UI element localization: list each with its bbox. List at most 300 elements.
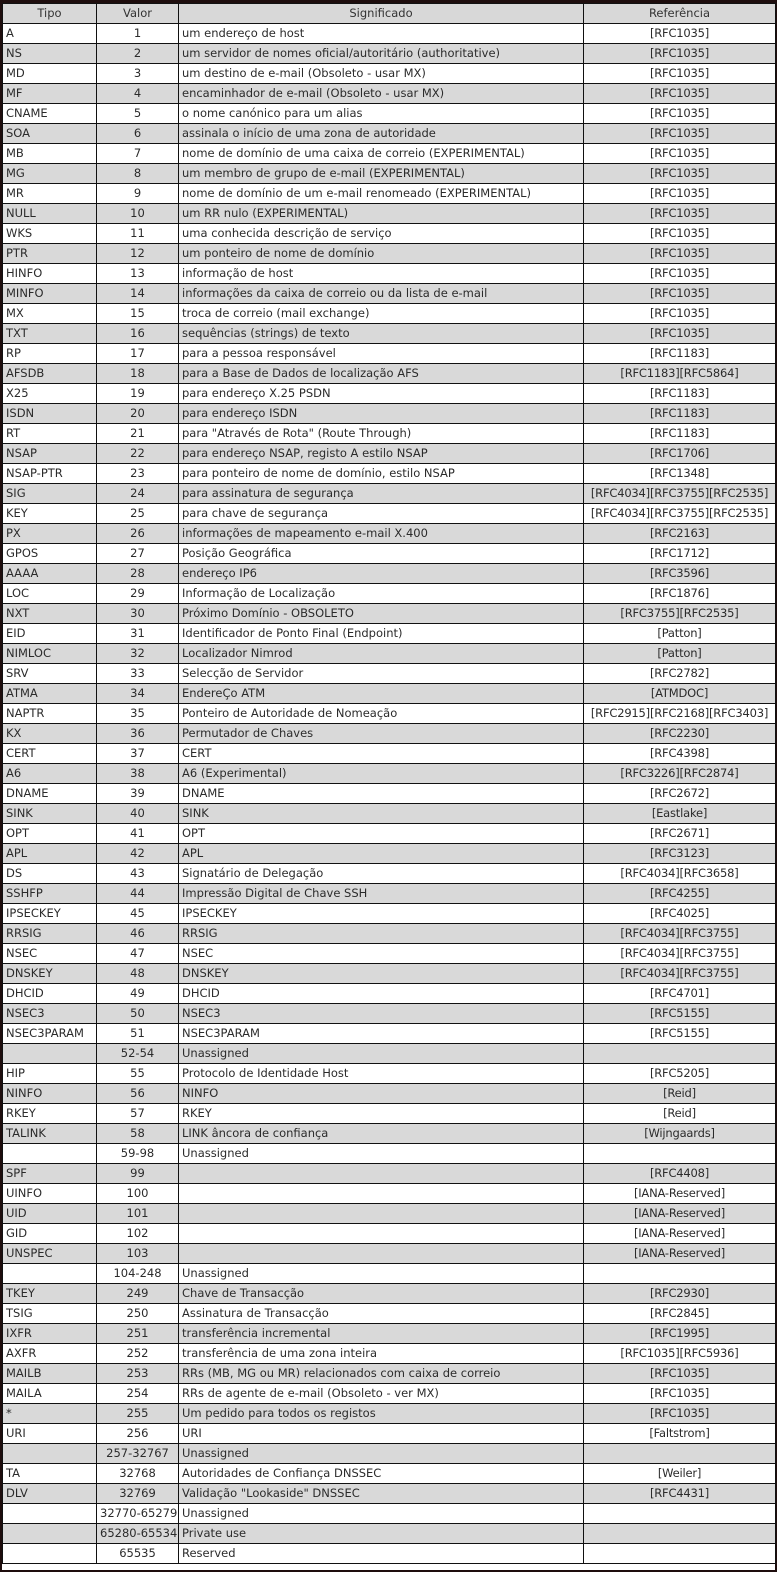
cell-significado: NSEC3PARAM [179, 1024, 584, 1044]
cell-valor: 1 [97, 24, 179, 44]
cell-valor: 101 [97, 1204, 179, 1224]
cell-significado: Chave de Transacção [179, 1284, 584, 1304]
cell-referencia: [RFC1712] [584, 544, 776, 564]
table-row [3, 984, 776, 1004]
cell-significado: para "Através de Rota" (Route Through) [179, 424, 584, 444]
cell-referencia: [ATMDOC] [584, 684, 776, 704]
cell-significado: endereço IP6 [179, 564, 584, 584]
cell-significado: RKEY [179, 1104, 584, 1124]
cell-referencia: [RFC1706] [584, 444, 776, 464]
cell-significado: informação de host [179, 264, 584, 284]
cell-referencia [584, 1504, 776, 1524]
cell-valor: 99 [97, 1164, 179, 1184]
cell-valor: 11 [97, 224, 179, 244]
table-row [3, 44, 776, 64]
cell-referencia: [Patton] [584, 624, 776, 644]
cell-referencia [584, 1544, 776, 1564]
table-row [3, 924, 776, 944]
cell-significado: nome de domínio de uma caixa de correio (EXPERIMENTAL) [179, 144, 584, 164]
cell-tipo: NIMLOC [3, 644, 97, 664]
cell-tipo: MF [3, 84, 97, 104]
cell-valor: 102 [97, 1224, 179, 1244]
cell-referencia: [RFC5155] [584, 1024, 776, 1044]
cell-referencia: [RFC2782] [584, 664, 776, 684]
cell-tipo: TSIG [3, 1304, 97, 1324]
cell-referencia: [RFC1035] [584, 1364, 776, 1384]
cell-referencia: [RFC5155] [584, 1004, 776, 1024]
table-row [3, 504, 776, 524]
cell-tipo: DHCID [3, 984, 97, 1004]
cell-referencia: [RFC1035] [584, 104, 776, 124]
cell-valor: 55 [97, 1064, 179, 1084]
table-row [3, 1224, 776, 1244]
table-row [3, 224, 776, 244]
cell-valor: 29 [97, 584, 179, 604]
cell-valor: 57 [97, 1104, 179, 1124]
table-row [3, 604, 776, 624]
cell-referencia: [IANA-Reserved] [584, 1224, 776, 1244]
cell-tipo: IXFR [3, 1324, 97, 1344]
cell-referencia: [RFC1035] [584, 44, 776, 64]
cell-referencia: [RFC1035] [584, 1384, 776, 1404]
cell-valor: 50 [97, 1004, 179, 1024]
cell-significado: para assinatura de segurança [179, 484, 584, 504]
cell-referencia: [RFC1183] [584, 384, 776, 404]
cell-tipo: NSEC3 [3, 1004, 97, 1024]
cell-referencia: [IANA-Reserved] [584, 1204, 776, 1224]
cell-significado: EndereÇo ATM [179, 684, 584, 704]
table-row [3, 444, 776, 464]
cell-referencia: [RFC1035] [584, 264, 776, 284]
table-row [3, 324, 776, 344]
cell-referencia: [RFC4034][RFC3755] [584, 944, 776, 964]
table-row [3, 1044, 776, 1064]
table-row [3, 204, 776, 224]
table-row [3, 884, 776, 904]
cell-referencia: [RFC4398] [584, 744, 776, 764]
cell-significado: para endereço ISDN [179, 404, 584, 424]
cell-tipo: UINFO [3, 1184, 97, 1204]
cell-tipo: WKS [3, 224, 97, 244]
cell-tipo: OPT [3, 824, 97, 844]
cell-tipo [3, 1444, 97, 1464]
cell-valor: 19 [97, 384, 179, 404]
table-row [3, 1264, 776, 1284]
table-row [3, 284, 776, 304]
cell-tipo: NSEC3PARAM [3, 1024, 97, 1044]
cell-tipo: MAILA [3, 1384, 97, 1404]
cell-referencia: [RFC1035] [584, 124, 776, 144]
cell-significado: encaminhador de e-mail (Obsoleto - usar MX) [179, 84, 584, 104]
cell-referencia [584, 1044, 776, 1064]
cell-significado: um destino de e-mail (Obsoleto - usar MX) [179, 64, 584, 84]
cell-referencia: [RFC1035] [584, 224, 776, 244]
cell-significado: Selecção de Servidor [179, 664, 584, 684]
dns-record-types-table [2, 3, 776, 1564]
cell-tipo: DNSKEY [3, 964, 97, 984]
cell-referencia: [Weiler] [584, 1464, 776, 1484]
table-row [3, 364, 776, 384]
table-row [3, 1004, 776, 1024]
cell-referencia: [RFC4034][RFC3658] [584, 864, 776, 884]
cell-valor: 251 [97, 1324, 179, 1344]
cell-tipo: NULL [3, 204, 97, 224]
cell-referencia: [RFC4025] [584, 904, 776, 924]
cell-valor: 15 [97, 304, 179, 324]
cell-significado: Unassigned [179, 1444, 584, 1464]
cell-valor: 32768 [97, 1464, 179, 1484]
cell-tipo: ATMA [3, 684, 97, 704]
cell-referencia: [RFC4034][RFC3755][RFC2535] [584, 484, 776, 504]
cell-referencia: [RFC1035] [584, 84, 776, 104]
cell-significado: Próximo Domínio - OBSOLETO [179, 604, 584, 624]
table-row [3, 1404, 776, 1424]
table-row [3, 1304, 776, 1324]
cell-significado: Autoridades de Confiança DNSSEC [179, 1464, 584, 1484]
cell-valor: 52-54 [97, 1044, 179, 1064]
cell-valor: 249 [97, 1284, 179, 1304]
table-row [3, 1084, 776, 1104]
cell-tipo: RP [3, 344, 97, 364]
cell-referencia: [RFC4034][RFC3755] [584, 964, 776, 984]
header-referencia: Referência [584, 4, 776, 24]
table-row [3, 664, 776, 684]
cell-valor: 3 [97, 64, 179, 84]
cell-valor: 5 [97, 104, 179, 124]
cell-valor: 27 [97, 544, 179, 564]
cell-referencia: [RFC1995] [584, 1324, 776, 1344]
cell-tipo: MAILB [3, 1364, 97, 1384]
cell-significado: DNSKEY [179, 964, 584, 984]
cell-significado: SINK [179, 804, 584, 824]
cell-tipo: IPSECKEY [3, 904, 97, 924]
cell-tipo: TA [3, 1464, 97, 1484]
cell-valor: 30 [97, 604, 179, 624]
cell-valor: 31 [97, 624, 179, 644]
cell-significado: LINK âncora de confiança [179, 1124, 584, 1144]
header-tipo: Tipo [3, 4, 97, 24]
cell-tipo: NSAP [3, 444, 97, 464]
cell-significado: Identificador de Ponto Final (Endpoint) [179, 624, 584, 644]
cell-tipo: LOC [3, 584, 97, 604]
cell-valor: 100 [97, 1184, 179, 1204]
cell-tipo: CNAME [3, 104, 97, 124]
cell-valor: 39 [97, 784, 179, 804]
cell-tipo: MX [3, 304, 97, 324]
cell-referencia: [Reid] [584, 1104, 776, 1124]
cell-valor: 24 [97, 484, 179, 504]
table-row [3, 1544, 776, 1564]
cell-significado: para ponteiro de nome de domínio, estilo NSAP [179, 464, 584, 484]
cell-valor: 8 [97, 164, 179, 184]
cell-referencia: [RFC1035] [584, 244, 776, 264]
cell-tipo: A6 [3, 764, 97, 784]
cell-valor: 12 [97, 244, 179, 264]
cell-tipo: CERT [3, 744, 97, 764]
table-row [3, 764, 776, 784]
cell-tipo: MINFO [3, 284, 97, 304]
header-significado: Significado [179, 4, 584, 24]
cell-significado: DNAME [179, 784, 584, 804]
table-row [3, 784, 776, 804]
cell-referencia: [RFC1183] [584, 424, 776, 444]
cell-tipo: A [3, 24, 97, 44]
table-row [3, 1444, 776, 1464]
cell-referencia: [RFC4408] [584, 1164, 776, 1184]
table-row [3, 624, 776, 644]
table-row [3, 1524, 776, 1544]
cell-tipo: AXFR [3, 1344, 97, 1364]
cell-valor: 51 [97, 1024, 179, 1044]
cell-tipo: SINK [3, 804, 97, 824]
table-row [3, 584, 776, 604]
cell-valor: 33 [97, 664, 179, 684]
table-row [3, 1244, 776, 1264]
cell-significado: para a pessoa responsável [179, 344, 584, 364]
cell-significado: Localizador Nimrod [179, 644, 584, 664]
cell-referencia: [RFC1035] [584, 64, 776, 84]
cell-tipo: ISDN [3, 404, 97, 424]
table-row [3, 704, 776, 724]
cell-significado: DHCID [179, 984, 584, 1004]
cell-significado: RRs (MB, MG ou MR) relacionados com caixa de correio [179, 1364, 584, 1384]
cell-significado: NINFO [179, 1084, 584, 1104]
table-row [3, 344, 776, 364]
cell-valor: 42 [97, 844, 179, 864]
cell-referencia: [Wijngaards] [584, 1124, 776, 1144]
cell-referencia: [RFC4034][RFC3755][RFC2535] [584, 504, 776, 524]
cell-referencia: [RFC3123] [584, 844, 776, 864]
table-row [3, 84, 776, 104]
cell-referencia: [RFC2930] [584, 1284, 776, 1304]
cell-referencia: [IANA-Reserved] [584, 1184, 776, 1204]
table-row [3, 1324, 776, 1344]
cell-tipo: RKEY [3, 1104, 97, 1124]
cell-tipo: DLV [3, 1484, 97, 1504]
cell-valor: 17 [97, 344, 179, 364]
cell-tipo: KX [3, 724, 97, 744]
cell-valor: 2 [97, 44, 179, 64]
cell-referencia: [RFC3755][RFC2535] [584, 604, 776, 624]
cell-valor: 257-32767 [97, 1444, 179, 1464]
table-row [3, 24, 776, 44]
table-row [3, 124, 776, 144]
cell-tipo: GPOS [3, 544, 97, 564]
table-row [3, 844, 776, 864]
cell-tipo: SOA [3, 124, 97, 144]
table-row [3, 404, 776, 424]
cell-tipo: MD [3, 64, 97, 84]
cell-valor: 104-248 [97, 1264, 179, 1284]
cell-significado: um membro de grupo de e-mail (EXPERIMENTAL) [179, 164, 584, 184]
cell-valor: 65280-65534 [97, 1524, 179, 1544]
cell-tipo [3, 1544, 97, 1564]
table-row [3, 524, 776, 544]
cell-referencia [584, 1264, 776, 1284]
cell-valor: 25 [97, 504, 179, 524]
cell-valor: 28 [97, 564, 179, 584]
cell-significado: para a Base de Dados de localização AFS [179, 364, 584, 384]
cell-referencia: [RFC1035] [584, 284, 776, 304]
cell-tipo: TXT [3, 324, 97, 344]
cell-significado: informações da caixa de correio ou da lista de e-mail [179, 284, 584, 304]
cell-valor: 40 [97, 804, 179, 824]
cell-valor: 4 [97, 84, 179, 104]
cell-tipo: RT [3, 424, 97, 444]
cell-referencia: [RFC4034][RFC3755] [584, 924, 776, 944]
table-row [3, 724, 776, 744]
cell-referencia: [RFC2845] [584, 1304, 776, 1324]
cell-valor: 252 [97, 1344, 179, 1364]
cell-significado: um ponteiro de nome de domínio [179, 244, 584, 264]
cell-referencia: [RFC5205] [584, 1064, 776, 1084]
cell-significado: troca de correio (mail exchange) [179, 304, 584, 324]
cell-tipo: HIP [3, 1064, 97, 1084]
cell-valor: 38 [97, 764, 179, 784]
cell-tipo: EID [3, 624, 97, 644]
cell-tipo: NXT [3, 604, 97, 624]
cell-valor: 32770-65279 [97, 1504, 179, 1524]
cell-referencia: [RFC1035] [584, 204, 776, 224]
cell-valor: 9 [97, 184, 179, 204]
cell-tipo: TALINK [3, 1124, 97, 1144]
cell-significado: CERT [179, 744, 584, 764]
cell-significado: Validação "Lookaside" DNSSEC [179, 1484, 584, 1504]
table-row [3, 1204, 776, 1224]
cell-referencia: [RFC1183] [584, 344, 776, 364]
cell-valor: 22 [97, 444, 179, 464]
cell-significado: OPT [179, 824, 584, 844]
cell-referencia: [RFC1035] [584, 164, 776, 184]
cell-referencia: [RFC1348] [584, 464, 776, 484]
cell-tipo: MR [3, 184, 97, 204]
cell-significado: assinala o início de uma zona de autoridade [179, 124, 584, 144]
cell-significado: Impressão Digital de Chave SSH [179, 884, 584, 904]
cell-referencia: [RFC2915][RFC2168][RFC3403] [584, 704, 776, 724]
dns-record-types-table-container [2, 3, 775, 1570]
cell-significado: Permutador de Chaves [179, 724, 584, 744]
cell-valor: 44 [97, 884, 179, 904]
cell-tipo: NSAP-PTR [3, 464, 97, 484]
cell-referencia: [RFC1035][RFC5936] [584, 1344, 776, 1364]
cell-significado: sequências (strings) de texto [179, 324, 584, 344]
cell-tipo: PX [3, 524, 97, 544]
cell-significado: Protocolo de Identidade Host [179, 1064, 584, 1084]
cell-referencia: [RFC4255] [584, 884, 776, 904]
cell-referencia: [RFC1035] [584, 1404, 776, 1424]
cell-valor: 37 [97, 744, 179, 764]
cell-valor: 36 [97, 724, 179, 744]
cell-valor: 26 [97, 524, 179, 544]
cell-significado: informações de mapeamento e-mail X.400 [179, 524, 584, 544]
cell-valor: 23 [97, 464, 179, 484]
table-row [3, 264, 776, 284]
cell-significado: o nome canónico para um alias [179, 104, 584, 124]
cell-valor: 20 [97, 404, 179, 424]
cell-significado [179, 1204, 584, 1224]
cell-tipo: MG [3, 164, 97, 184]
table-row [3, 1144, 776, 1164]
cell-valor: 48 [97, 964, 179, 984]
cell-significado: Posição Geográfica [179, 544, 584, 564]
table-row [3, 1024, 776, 1044]
cell-valor: 58 [97, 1124, 179, 1144]
table-row [3, 904, 776, 924]
table-row [3, 184, 776, 204]
cell-referencia [584, 1524, 776, 1544]
cell-significado: NSEC [179, 944, 584, 964]
cell-tipo [3, 1504, 97, 1524]
cell-valor: 41 [97, 824, 179, 844]
cell-tipo: RRSIG [3, 924, 97, 944]
cell-significado: RRSIG [179, 924, 584, 944]
table-row [3, 1504, 776, 1524]
cell-valor: 34 [97, 684, 179, 704]
cell-significado: Assinatura de Transacção [179, 1304, 584, 1324]
table-row [3, 1064, 776, 1084]
cell-significado [179, 1164, 584, 1184]
cell-referencia: [RFC4431] [584, 1484, 776, 1504]
table-row [3, 1344, 776, 1364]
table-row [3, 544, 776, 564]
table-row [3, 804, 776, 824]
cell-referencia: [RFC1876] [584, 584, 776, 604]
cell-significado: Ponteiro de Autoridade de Nomeação [179, 704, 584, 724]
cell-tipo: NS [3, 44, 97, 64]
cell-tipo: SSHFP [3, 884, 97, 904]
table-row [3, 1384, 776, 1404]
cell-tipo: SPF [3, 1164, 97, 1184]
table-row [3, 1364, 776, 1384]
cell-referencia: [RFC1035] [584, 184, 776, 204]
cell-tipo: NSEC [3, 944, 97, 964]
cell-tipo: MB [3, 144, 97, 164]
table-row [3, 1484, 776, 1504]
cell-significado: RRs de agente de e-mail (Obsoleto - ver MX) [179, 1384, 584, 1404]
table-row [3, 644, 776, 664]
table-row [3, 944, 776, 964]
cell-tipo: UNSPEC [3, 1244, 97, 1264]
table-row [3, 1464, 776, 1484]
header-valor: Valor [97, 4, 179, 24]
cell-significado: nome de domínio de um e-mail renomeado (EXPERIMENTAL) [179, 184, 584, 204]
table-row [3, 104, 776, 124]
cell-valor: 43 [97, 864, 179, 884]
cell-significado: um RR nulo (EXPERIMENTAL) [179, 204, 584, 224]
cell-tipo: PTR [3, 244, 97, 264]
cell-tipo: AFSDB [3, 364, 97, 384]
cell-valor: 18 [97, 364, 179, 384]
cell-referencia: [RFC1035] [584, 144, 776, 164]
cell-valor: 14 [97, 284, 179, 304]
cell-referencia [584, 1444, 776, 1464]
table-row [3, 484, 776, 504]
cell-valor: 10 [97, 204, 179, 224]
cell-significado: URI [179, 1424, 584, 1444]
table-row [3, 1104, 776, 1124]
table-row [3, 1184, 776, 1204]
cell-tipo: TKEY [3, 1284, 97, 1304]
cell-tipo: NAPTR [3, 704, 97, 724]
cell-referencia: [Reid] [584, 1084, 776, 1104]
table-row [3, 1124, 776, 1144]
cell-significado: transferência incremental [179, 1324, 584, 1344]
cell-significado: Unassigned [179, 1264, 584, 1284]
cell-significado: para endereço X.25 PSDN [179, 384, 584, 404]
cell-tipo: AAAA [3, 564, 97, 584]
table-row [3, 1164, 776, 1184]
cell-valor: 49 [97, 984, 179, 1004]
